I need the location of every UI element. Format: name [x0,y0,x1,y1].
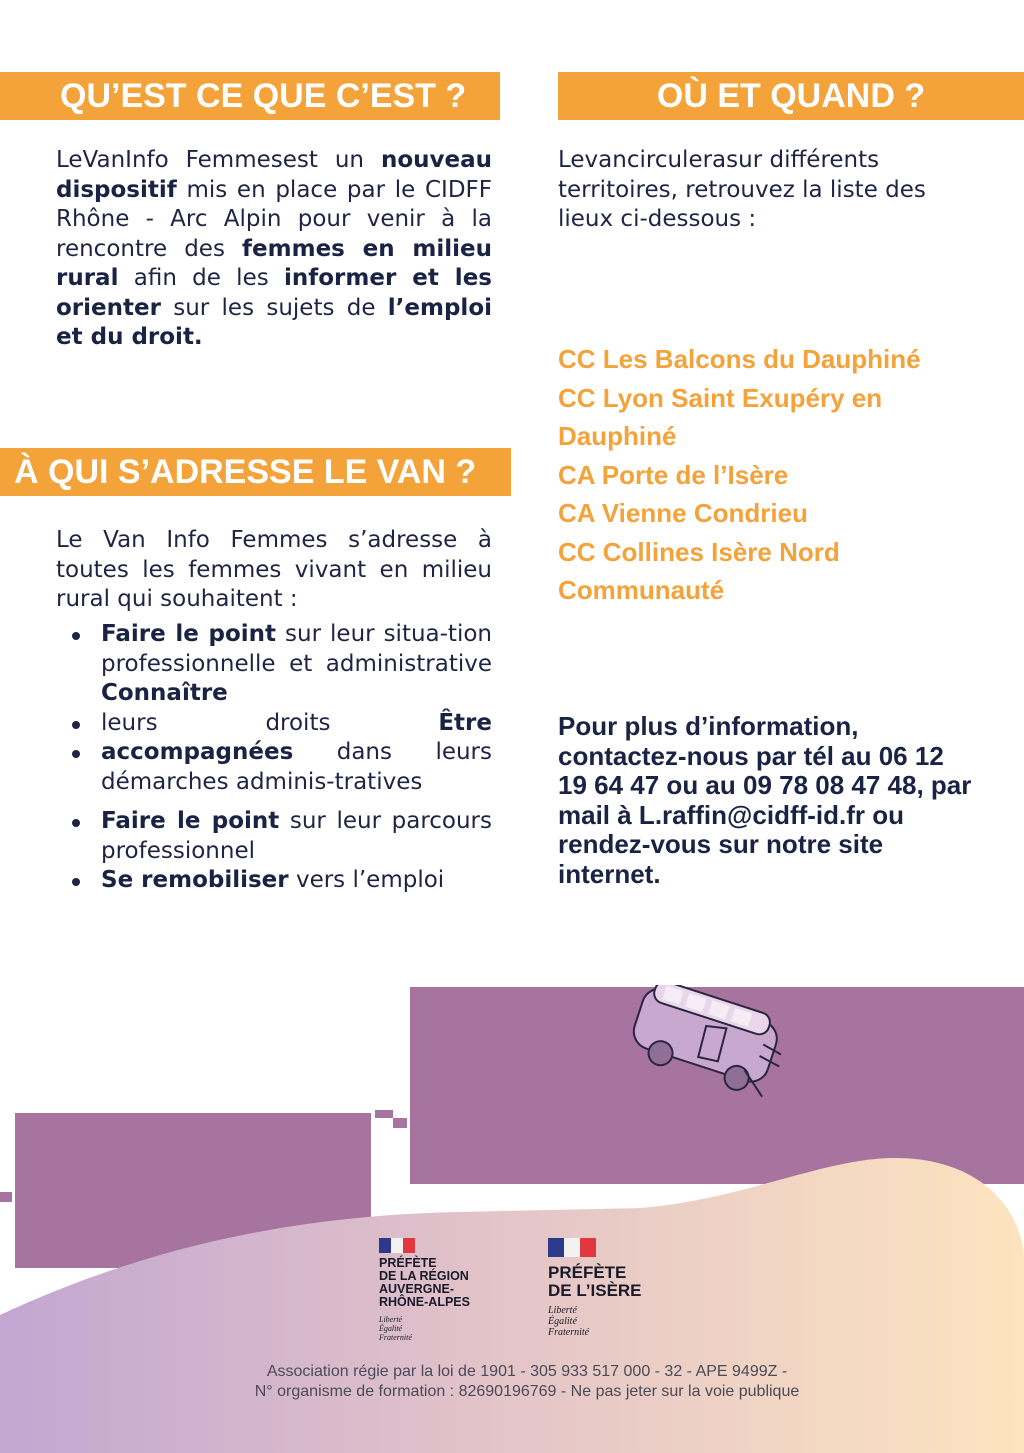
bullet-text: leurs droits [101,709,439,736]
motto-line: Fraternité [548,1327,590,1338]
places-list [558,340,998,610]
footer-line: N° organisme de formation : 82690196769 - Ne pas jeter sur la voie publique [254,1383,800,1400]
bullet-bold: Se remobiliser [101,867,289,893]
section-title-audience: À QUI S’ADRESSE LE VAN ? [0,448,511,496]
logo-line: RHÔNE-ALPES [379,1295,470,1309]
audience-paragraph: Le Van Info Femmes s’adresse à toutes les femmes vivant en milieu rural qui souhaitent : [56,527,492,612]
logo-line: DE LA RÉGION [379,1269,469,1283]
footer-line: Association régie par la loi de 1901 - 305 933 517 000 - 32 - APE 9499Z - [266,1363,788,1380]
van-icon [610,985,790,1105]
motto-line: Égalité [548,1316,577,1327]
bullet-text: vers l’emploi [288,867,445,893]
list-item: CA Vienne Condrieu [558,498,808,528]
intro-text: afin de les [118,265,284,291]
list-item: CC Lyon Saint Exupéry en Dauphiné [558,382,883,451]
audience-bullets [68,620,492,896]
intro-bold: informer et les orienter [56,265,492,321]
logo-line: PRÉFÈTE [548,1263,627,1282]
bullet-bold: Faire le point [101,621,277,647]
intro-bold: femmes en milieu rural [56,235,493,291]
intro-text: LeVanInfo Femmesest un [56,147,381,173]
intro-bold: nouveau dispositif [56,147,492,203]
where-paragraph: Levancirculerasur différents territoires, retrouvez la liste des lieux ci-dessous : [558,147,926,232]
bullet-bold: accompagnées [101,739,294,765]
list-item [68,620,492,709]
bullet-text: dans leurs démarches adminis-tratives [101,739,492,795]
motto-line: Liberté [548,1305,577,1316]
contact-paragraph: Pour plus d’information, contactez-nous par tél au 06 12 19 64 47 ou au 09 78 08 47 48, par mail à L.raffin@cidff-id.fr ou rendez-vous sur notre site internet. [558,711,972,889]
list-item [68,807,492,866]
list-item: CA Porte de l’Isère [558,459,789,490]
logo-line: DE L’ISÈRE [548,1281,642,1300]
section-title-where: OÙ ET QUAND ? [558,72,1024,120]
list-item: CC Collines Isère Nord Communauté [558,536,840,605]
prefecture-region-logo [379,1257,509,1309]
motto-line: Liberté [379,1315,403,1324]
motto-line: Égalité [379,1324,403,1333]
flag-icon [548,1238,596,1257]
list-item [68,866,492,896]
intro-bold: l’emploi et du droit. [56,294,492,350]
motto-line: Fraternité [379,1333,412,1342]
footer-legal [0,1362,1024,1402]
intro-text: sur les sujets de [160,294,388,321]
section-title-what: QU’EST CE QUE C’EST ? [0,72,500,120]
bullet-text: sur leur parcours professionnel [101,808,492,864]
flag-icon [379,1238,415,1253]
list-item [68,738,492,797]
intro-paragraph [56,146,492,353]
logo-line: PRÉFÈTE [379,1256,437,1270]
bullet-bold: Être [438,709,492,736]
intro-text: mis en place par le CIDFF Rhône - Arc Alpin pour venir à la rencontre des [56,176,492,262]
list-item: CC Les Balcons du Dauphiné [558,344,921,374]
bullet-bold: Connaître [101,680,228,706]
logo-line: AUVERGNE- [379,1282,455,1296]
list-item [68,709,492,739]
logo-motto [379,1315,439,1342]
bullet-bold: Faire le point [101,808,280,834]
logo-motto [548,1305,618,1338]
prefecture-isere-logo [548,1264,688,1300]
bullet-text: sur leur situa-tion professionnelle et administrative [101,621,492,677]
